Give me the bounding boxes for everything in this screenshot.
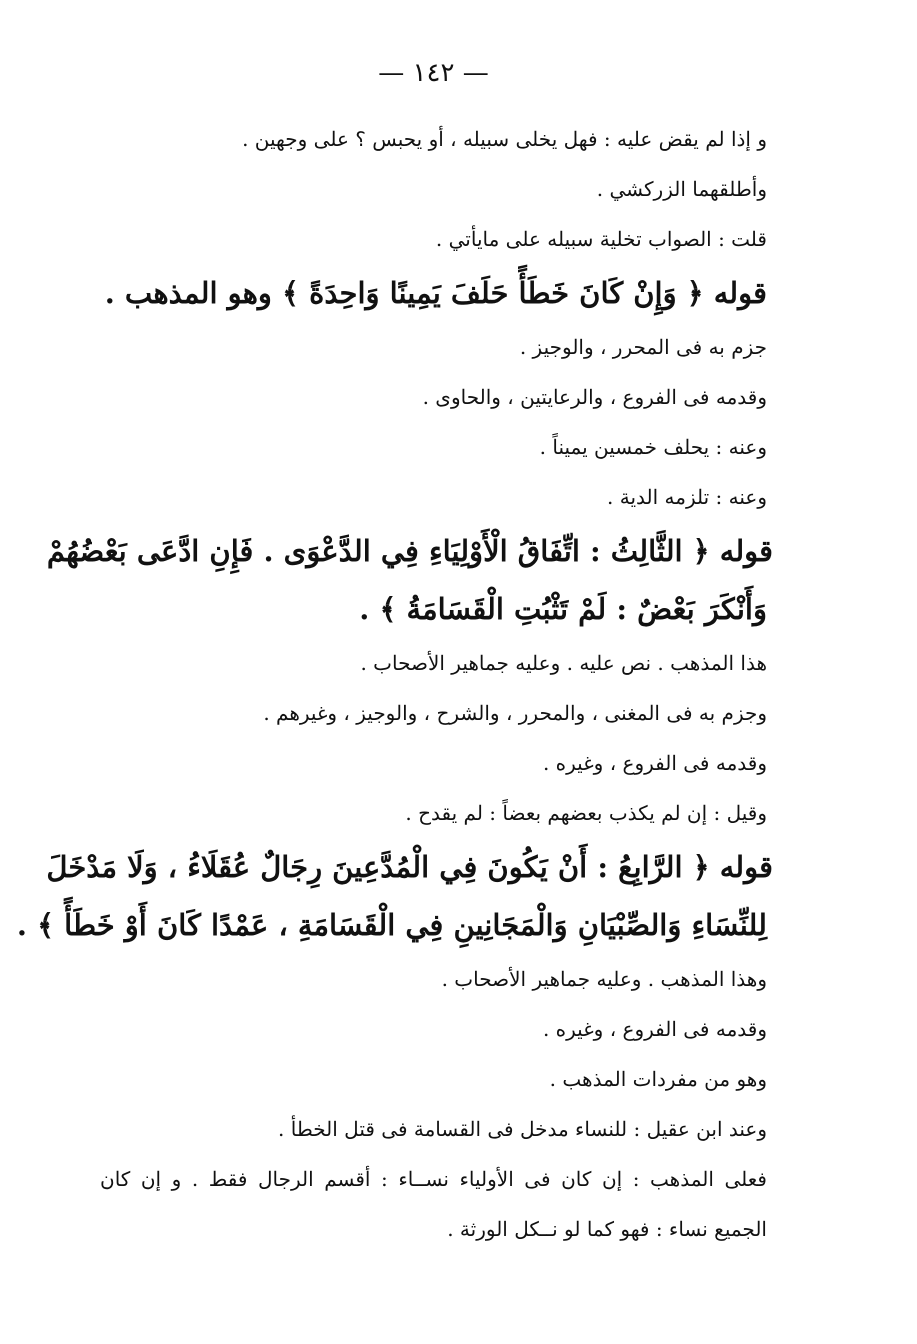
- text-line: وعند ابن عقيل : للنساء مدخل فى القسامة فى قتل الخطأ .: [278, 1117, 767, 1141]
- text-line: جزم به فى المحرر ، والوجيز .: [519, 335, 767, 359]
- text-line: وعنه : يحلف خمسين يميناً .: [539, 435, 767, 459]
- quoted-matn-line: لِلنِّسَاءِ وَالصِّبْيَانِ وَالْمَجَانِينِ فِي الْقَسَامَةِ ، عَمْدًا كَانَ أَوْ خَطَأً ﴾ .: [16, 908, 767, 942]
- text-line: وقدمه فى الفروع ، والرعايتين ، والحاوى .: [422, 385, 767, 409]
- text-line: فعلى المذهب : إن كان فى الأولياء نســاء : أقسم الرجال فقط . و إن كان: [100, 1167, 767, 1191]
- text-line: وقيل : إن لم يكذب بعضهم بعضاً : لم يقدح .: [405, 801, 767, 825]
- quoted-matn-line: وَأَنْكَرَ بَعْضٌ : لَمْ تَثْبُتِ الْقَسَامَةُ ﴾ .: [359, 592, 767, 626]
- text-line: وجزم به فى المغنى ، والمحرر ، والشرح ، والوجيز ، وغيرهم .: [263, 701, 767, 725]
- quoted-matn-line: قوله ﴿ الثَّالِثُ : اتِّفَاقُ الْأَوْلِيَاءِ فِي الدَّعْوَى . فَإِنِ ادَّعَى بَعْضُهُمْ: [46, 534, 773, 568]
- text-line: وأطلقهما الزركشي .: [596, 177, 767, 201]
- text-line: الجميع نساء : فهو كما لو نــكل الورثة .: [447, 1217, 767, 1241]
- text-line: وقدمه فى الفروع ، وغيره .: [542, 1017, 767, 1041]
- text-line: وعنه : تلزمه الدية .: [607, 485, 767, 509]
- quoted-matn-line: قوله ﴿ وَإِنْ كَانَ خَطَأً حَلَفَ يَمِينًا وَاحِدَةً ﴾ وهو المذهب .: [104, 276, 767, 310]
- page-text: [16, 114, 773, 1254]
- text-line: قلت : الصواب تخلية سبيله على مايأتي .: [435, 227, 767, 251]
- text-line: وقدمه فى الفروع ، وغيره .: [542, 751, 767, 775]
- text-line: هذا المذهب . نص عليه . وعليه جماهير الأصحاب .: [360, 651, 767, 675]
- text-line: و إذا لم يقض عليه : فهل يخلى سبيله ، أو يحبس ؟ على وجهين .: [242, 127, 767, 151]
- quoted-matn-line: قوله ﴿ الرَّابِعُ : أَنْ يَكُونَ فِي الْمُدَّعِينَ رِجَالٌ عُقَلَاءُ ، وَلَا مَدْخَلَ: [46, 850, 773, 884]
- page-number: — ١٤٢ —: [378, 58, 489, 88]
- text-line: وهو من مفردات المذهب .: [549, 1067, 767, 1091]
- text-line: وهذا المذهب . وعليه جماهير الأصحاب .: [441, 967, 767, 991]
